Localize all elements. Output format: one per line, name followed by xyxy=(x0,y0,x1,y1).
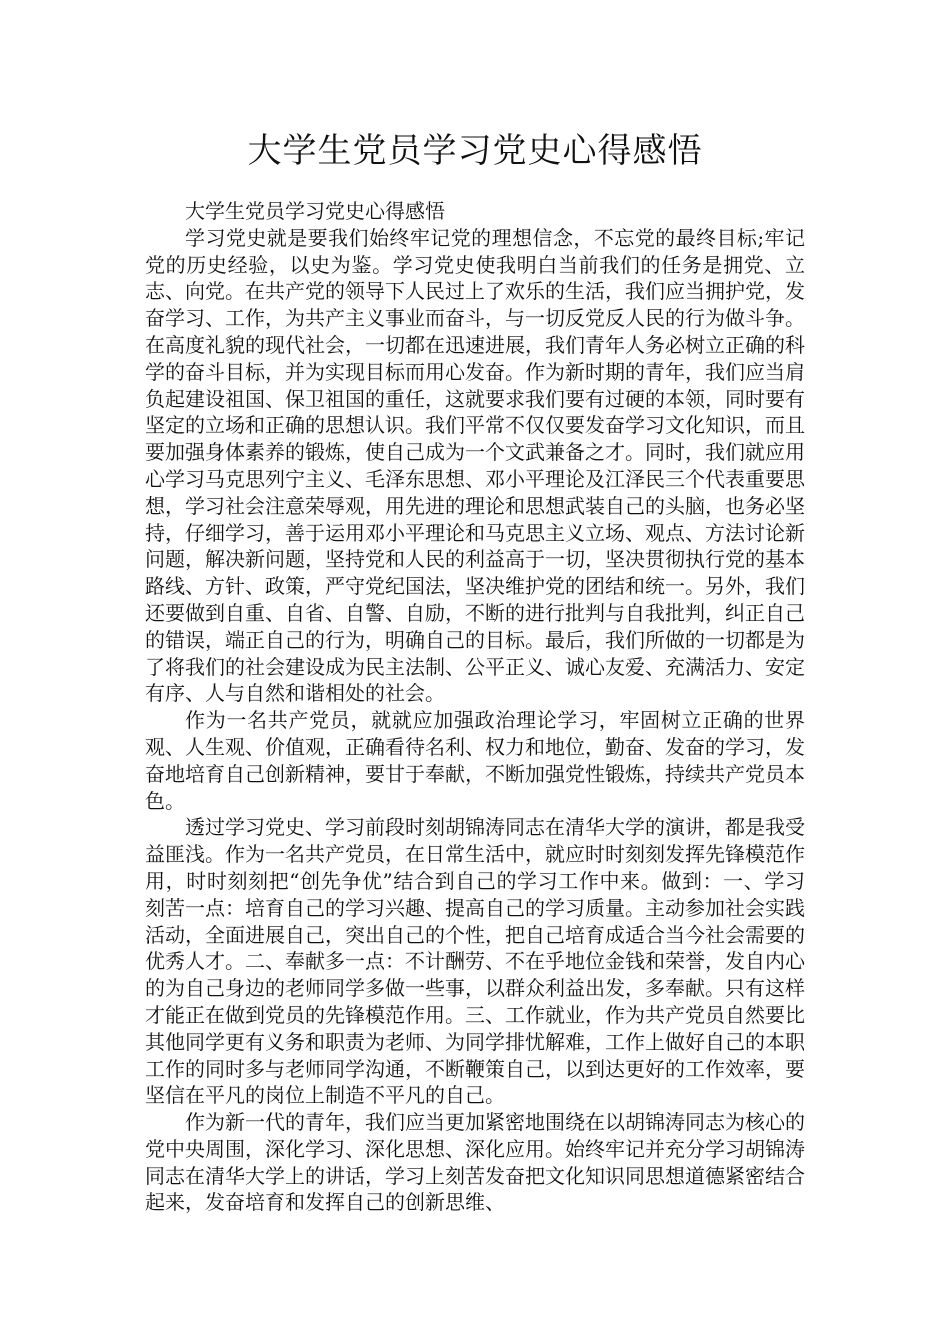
paragraph: 作为新一代的青年，我们应当更加紧密地围绕在以胡锦涛同志为核心的党中央周围，深化学习、深化思想、深化应用。始终牢记并充分学习胡锦涛同志在清华大学上的讲话，学习上刻苦发奋把文化知识同思想道德紧密结合起来，发奋培育和发挥自己的创新思维、 xyxy=(145,1110,805,1215)
paragraph: 学习党史就是要我们始终牢记党的理想信念，不忘党的最终目标;牢记党的历史经验，以史为鉴。学习党史使我明白当前我们的任务是拥党、立志、向党。在共产党的领导下人民过上了欢乐的生活，我们应当拥护党，发奋学习、工作，为共产主义事业而奋斗，与一切反党反人民的行为做斗争。在高度礼貌的现代社会，一切都在迅速进展，我们青年人务必树立正确的科学的奋斗目标，并为实现目标而用心发奋。作为新时期的青年，我们应当肩负起建设祖国、保卫祖国的重任，这就要求我们要有过硬的本领，同时要有坚定的立场和正确的思想认识。我们平常不仅仅要发奋学习文化知识，而且要加强身体素养的锻炼，使自己成为一个文武兼备之才。同时，我们就应用心学习马克思列宁主义、毛泽东思想、邓小平理论及江泽民三个代表重要思想，学习社会注意荣辱观，用先进的理论和思想武装自己的头脑，也务必坚持，仔细学习，善于运用邓小平理论和马克思主义立场、观点、方法讨论新问题，解决新问题，坚持党和人民的利益高于一切，坚决贯彻执行党的基本路线、方针、政策，严守党纪国法，坚决维护党的团结和统一。另外，我们还要做到自重、自省、自警、自励，不断的进行批判与自我批判，纠正自己的错误，端正自己的行为，明确自己的目标。最后，我们所做的一切都是为了将我们的社会建设成为民主法制、公平正义、诚心友爱、充满活力、安定有序、人与自然和谐相处的社会。 xyxy=(145,225,805,706)
paragraph: 透过学习党史、学习前段时刻胡锦涛同志在清华大学的演讲，都是我受益匪浅。作为一名共产党员，在日常生活中，就应时时刻刻发挥先锋模范作用，时时刻刻把“创先争优”结合到自己的学习工作中来。做到：一、学习刻苦一点：培育自己的学习兴趣、提高自己的学习质量。主动参加社会实践活动，全面进展自己，突出自己的个性，把自己培育成适合当今社会需要的优秀人才。二、奉献多一点：不计酬劳、不在乎地位金钱和荣誉，发自内心的为自己身边的老师同学多做一些事，以群众利益出发，多奉献。只有这样才能正在做到党员的先锋模范作用。三、工作就业，作为共产党员自然要比其他同学更有义务和职责为老师、为同学排忧解难，工作上做好自己的本职工作的同时多与老师同学沟通，不断鞭策自己，以到达更好的工作效率，要坚信在平凡的岗位上制造不平凡的自己。 xyxy=(145,815,805,1108)
document-title: 大学生党员学习党史心得感悟 xyxy=(247,131,703,171)
paragraph-subtitle: 大学生党员学习党史心得感悟 xyxy=(185,199,445,223)
document-body xyxy=(145,198,805,1216)
paragraph: 作为一名共产党员，就就应加强政治理论学习，牢固树立正确的世界观、人生观、价值观，正确看待名利、权力和地位，勤奋、发奋的学习，发奋地培育自己创新精神，要甘于奉献，不断加强党性锻炼，持续共产党员本色。 xyxy=(145,708,805,813)
